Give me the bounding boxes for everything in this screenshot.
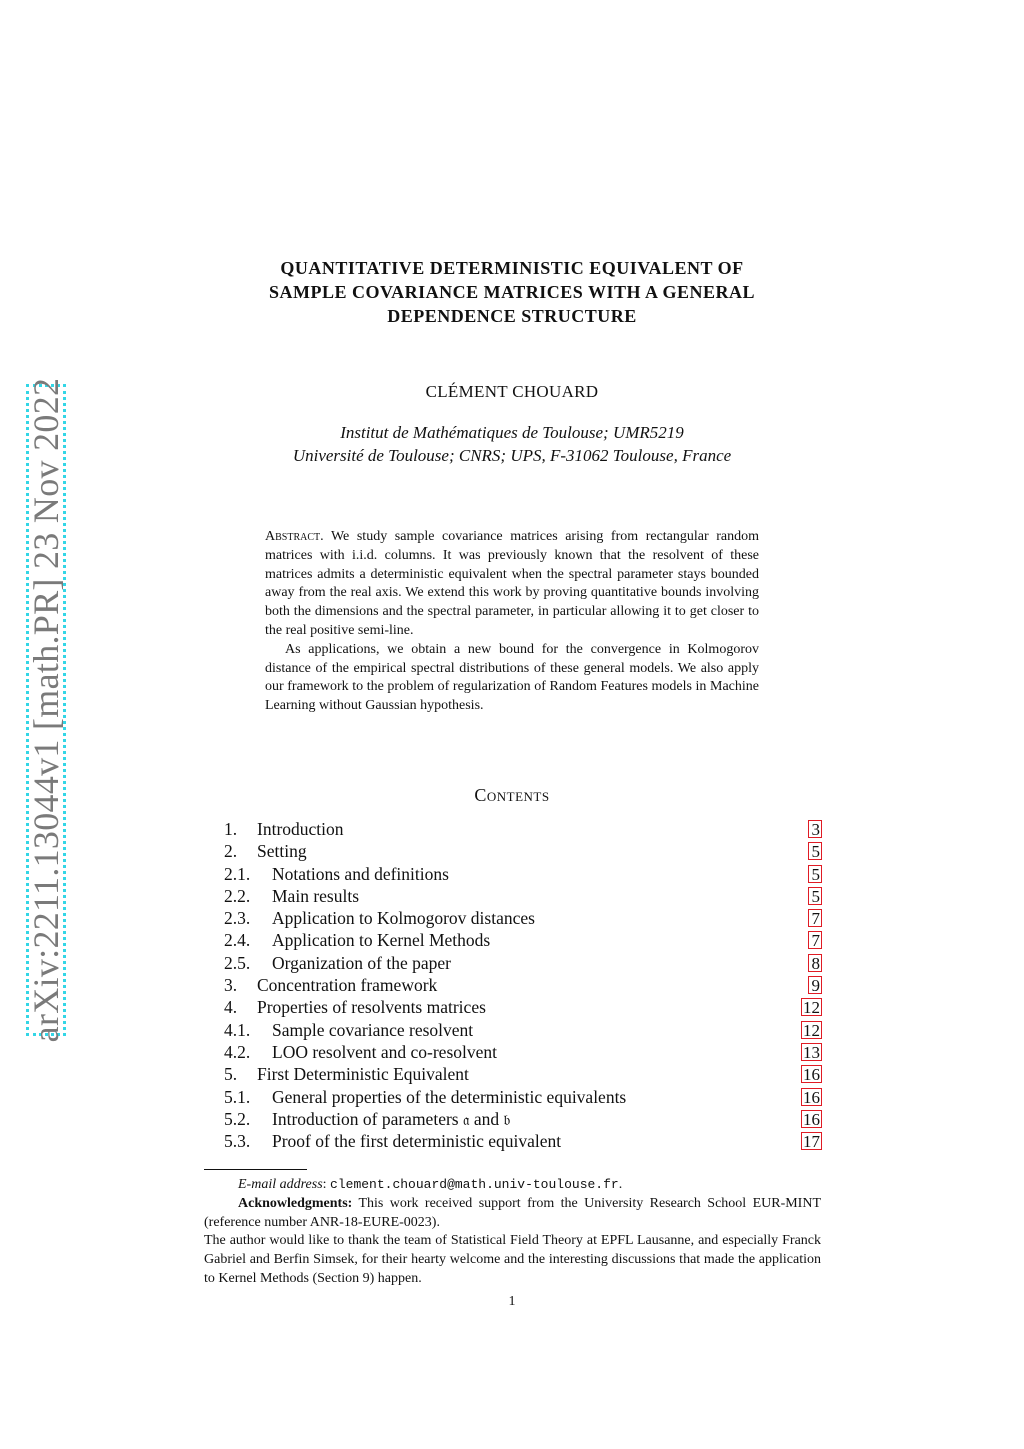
toc-entry-title[interactable]: Main results	[272, 885, 360, 906]
toc-page-link[interactable]: 16	[803, 1065, 820, 1085]
toc-entry-title[interactable]	[272, 1108, 510, 1131]
toc-entry[interactable]	[224, 885, 822, 907]
email-address[interactable]: clement.chouard@math.univ-toulouse.fr	[330, 1177, 619, 1192]
page-number: 1	[508, 1294, 516, 1309]
toc-page-link[interactable]: 7	[808, 931, 822, 949]
toc-entry-number: 3.	[224, 975, 238, 996]
toc-page-link[interactable]: 3	[808, 820, 822, 838]
toc-entry[interactable]	[224, 1019, 822, 1041]
toc-entry-number: 2.3.	[224, 908, 251, 929]
math-symbol: 𝔞	[462, 1110, 470, 1129]
abstract	[265, 528, 759, 716]
toc-entry-number: 4.	[224, 997, 238, 1018]
toc-entry-number: 2.1.	[224, 863, 251, 884]
toc-entry-number: 2.5.	[224, 952, 251, 973]
title-line-3: DEPENDENCE STRUCTURE	[387, 306, 637, 326]
affiliation-line-1: Institut de Mathématiques de Toulouse; UMR5219	[340, 423, 684, 442]
toc-page-link[interactable]: 9	[808, 976, 822, 994]
toc-entry-number: 4.2.	[224, 1041, 251, 1062]
toc-page-link[interactable]: 16	[803, 1109, 820, 1129]
toc-entry-number: 1.	[224, 819, 238, 839]
toc-entry-title[interactable]: Setting	[257, 841, 307, 862]
toc-page-link[interactable]: 17	[803, 1132, 820, 1152]
title-line-2: SAMPLE COVARIANCE MATRICES WITH A GENERAL	[268, 282, 756, 302]
toc-entry-title[interactable]: Introduction	[257, 819, 344, 839]
toc-entry-title[interactable]: Concentration framework	[257, 975, 438, 996]
abstract-paragraph-1	[265, 528, 759, 641]
toc-entry[interactable]	[224, 1063, 822, 1085]
table-of-contents	[224, 818, 822, 1152]
toc-entry[interactable]	[224, 818, 822, 840]
arxiv-identifier[interactable]: arXiv:2211.13044v1 [math.PR] 23 Nov 2022	[26, 377, 66, 1043]
toc-entry-number: 5.1.	[224, 1086, 251, 1107]
toc-page-link[interactable]: 5	[808, 887, 822, 905]
toc-entry[interactable]	[224, 1108, 822, 1130]
toc-entry-number: 2.2.	[224, 885, 251, 906]
abstract-text-1: We study sample covariance matrices arising from rectangular random matrices with i.i.d. columns. It was previously known that the resolvent of these matrices admits a deterministic equivalent when the spectral parameter stays bounded away from the real axis. We extend this work by proving quantitative bounds involving both the dimensions and the spectral parameter, in particular allowing it to get closer to the real positive semi-line.	[265, 529, 760, 638]
toc-entry-title[interactable]: Notations and definitions	[272, 863, 449, 884]
toc-entry-title[interactable]: General properties of the deterministic equivalents	[272, 1086, 627, 1107]
toc-entry-number: 5.	[224, 1064, 238, 1085]
toc-entry[interactable]	[224, 863, 822, 885]
thanks-paragraph: The author would like to thank the team of Statistical Field Theory at EPFL Lausanne, and especially Franck Gabriel and Berfin Simsek, for their hearty welcome and the interesting discussions that made the application to Kernel Methods (Section 9) happen.	[204, 1233, 821, 1286]
toc-entry-title[interactable]: Application to Kolmogorov distances	[272, 908, 535, 929]
affiliation	[0, 421, 1024, 467]
footnotes	[204, 1176, 821, 1289]
toc-entry[interactable]	[224, 952, 822, 974]
toc-entry[interactable]	[224, 1130, 822, 1152]
affiliation-line-2: Université de Toulouse; CNRS; UPS, F-31062 Toulouse, France	[292, 446, 732, 465]
toc-entry-title[interactable]: Organization of the paper	[272, 952, 451, 973]
contents-heading: Contents	[474, 785, 550, 805]
math-symbol: 𝔟	[503, 1110, 511, 1129]
toc-entry-title[interactable]: Proof of the first deterministic equivalent	[272, 1131, 562, 1152]
paper-title	[180, 256, 844, 328]
toc-entry[interactable]	[224, 974, 822, 996]
toc-entry[interactable]	[224, 907, 822, 929]
toc-entry-number: 2.	[224, 841, 238, 862]
toc-page-link[interactable]: 5	[808, 865, 822, 883]
acknowledgments	[204, 1195, 821, 1233]
toc-entry-title[interactable]: Sample covariance resolvent	[272, 1019, 474, 1040]
toc-entry-number: 2.4.	[224, 930, 251, 951]
toc-entry-number: 5.2.	[224, 1108, 251, 1129]
toc-entry-title[interactable]: First Deterministic Equivalent	[257, 1064, 469, 1085]
acknowledgments-label: Acknowledgments:	[238, 1195, 353, 1211]
toc-entry-title[interactable]: LOO resolvent and co-resolvent	[272, 1041, 497, 1062]
toc-page-link[interactable]: 16	[803, 1087, 820, 1107]
toc-page-link[interactable]: 7	[808, 909, 822, 927]
toc-title-part: and	[473, 1108, 500, 1129]
toc-entry[interactable]	[224, 996, 822, 1018]
title-line-1: QUANTITATIVE DETERMINISTIC EQUIVALENT OF	[280, 258, 744, 278]
email-label: E-mail address	[238, 1177, 323, 1192]
abstract-paragraph-2: As applications, we obtain a new bound for the convergence in Kolmogorov distance of the empirical spectral distributions of these general models. We also apply our framework to the problem of regularization of Random Features models in Machine Learning without Gaussian hypothesis.	[265, 641, 759, 714]
toc-page-link[interactable]: 12	[803, 998, 820, 1018]
email-line: E-mail address: clement.chouard@math.univ-toulouse.fr.	[238, 1177, 623, 1192]
toc-entry[interactable]	[224, 1086, 822, 1108]
abstract-label: Abstract.	[265, 529, 324, 544]
toc-entry-number: 4.1.	[224, 1019, 251, 1040]
toc-entry-number: 5.3.	[224, 1131, 251, 1152]
toc-entry[interactable]	[224, 929, 822, 951]
acknowledgments-text: This work received support from the University Research School EUR-MINT (reference number ANR-18-EURE-0023).	[204, 1195, 822, 1230]
toc-page-link[interactable]: 12	[803, 1020, 820, 1040]
author-name: CLÉMENT CHOUARD	[425, 382, 599, 401]
footnote-rule	[204, 1169, 307, 1170]
toc-entry-title[interactable]: Application to Kernel Methods	[272, 930, 491, 951]
toc-page-link[interactable]: 8	[808, 954, 822, 972]
toc-entry[interactable]	[224, 840, 822, 862]
toc-title-part: Introduction of parameters	[272, 1108, 459, 1129]
toc-page-link[interactable]: 13	[803, 1042, 820, 1062]
toc-entry-title[interactable]: Properties of resolvents matrices	[257, 997, 486, 1018]
toc-page-link[interactable]: 5	[808, 842, 822, 860]
toc-entry[interactable]	[224, 1041, 822, 1063]
